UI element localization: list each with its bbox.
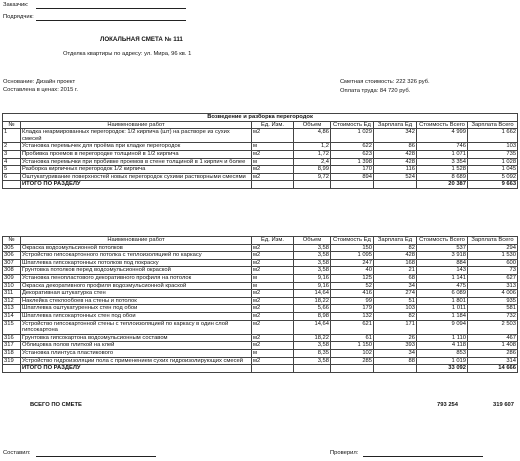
table-row [3, 173, 518, 181]
header-cost-total: Стоимость Всего [417, 121, 468, 129]
cell-cost-unit: 1 095 [331, 252, 374, 260]
table-row [3, 297, 518, 305]
cell-wage-unit: 428 [374, 158, 417, 166]
cell-cost-unit: 40 [331, 267, 374, 275]
cell-unit: м [252, 282, 294, 290]
cell-name: Окраска декоративного профиля водоэмульсионной краской [21, 282, 252, 290]
cell-wage-total: 1 662 [468, 129, 518, 143]
cell-wage-unit: 82 [374, 244, 417, 252]
cell-wage-total: 1 408 [468, 342, 518, 350]
cell-wage-total: 294 [468, 244, 518, 252]
cell-name: Установка плинтуса пластикового [21, 349, 252, 357]
cell-unit: м2 [252, 320, 294, 334]
header-wage-unit: Зарплата Ед [374, 121, 417, 129]
table-header-row [3, 237, 518, 245]
cell-wage-total: 4 006 [468, 290, 518, 298]
cell-num: 310 [3, 282, 21, 290]
grand-total-label: ВСЕГО ПО СМЕТЕ [30, 402, 82, 408]
cell-volume: 18,22 [294, 334, 331, 342]
cell-wage-unit: 393 [374, 342, 417, 350]
header-unit: Ед. Изм. [252, 121, 294, 129]
cell-wage-unit: 21 [374, 267, 417, 275]
cell-unit: м2 [252, 305, 294, 313]
labor-payment: Оплата труда: 84 720 руб. [340, 88, 411, 94]
cell-unit: м2 [252, 312, 294, 320]
cell-cost-unit: 285 [331, 357, 374, 365]
cell-wage-unit: 68 [374, 274, 417, 282]
cell-wage-total: 935 [468, 297, 518, 305]
header-wage-total: Зарплата Всего [468, 237, 518, 245]
cell-name: Устройство гидроизоляции пола с применением сухих гидроизолирующих смесей [21, 357, 252, 365]
cell-num: 6 [3, 173, 21, 181]
table-row [3, 158, 518, 166]
cell-num: 305 [3, 244, 21, 252]
cell-cost-unit: 102 [331, 349, 374, 357]
cell-num: 319 [3, 357, 21, 365]
cell-name: Декоративная штукатурка стен [21, 290, 252, 298]
table-row [3, 244, 518, 252]
cell-cost-unit: 621 [331, 320, 374, 334]
section-total-row [3, 181, 518, 189]
cell-unit: м [252, 349, 294, 357]
customer-line [36, 8, 186, 9]
cell-cost-total: 537 [417, 244, 468, 252]
cell-cost-unit: 99 [331, 297, 374, 305]
cell-num: 316 [3, 334, 21, 342]
table-row [3, 274, 518, 282]
cell-wage-unit: 168 [374, 259, 417, 267]
cell-volume: 5,66 [294, 305, 331, 313]
cell-num: 3 [3, 150, 21, 158]
table-row [3, 267, 518, 275]
cell-volume: 1,2 [294, 143, 331, 151]
checked-line [363, 456, 483, 457]
header-wage-unit: Зарплата Ед [374, 237, 417, 245]
cell-volume: 3,58 [294, 252, 331, 260]
cell-volume: 1,72 [294, 150, 331, 158]
cell-name: Облицовка полов плиткой на клей [21, 342, 252, 350]
cell-name: Устройство гипсокартонной стены с теплоизоляцией по каркасу в один слой гипсокартона [21, 320, 252, 334]
cell-cost-unit: 1 150 [331, 342, 374, 350]
document-title: ЛОКАЛЬНАЯ СМЕТА № 111 [100, 36, 183, 43]
cell-cost-total: 475 [417, 282, 468, 290]
cell-volume: 8,35 [294, 349, 331, 357]
header-cost-total: Стоимость Всего [417, 237, 468, 245]
cell-unit: м2 [252, 244, 294, 252]
cell-num: 309 [3, 274, 21, 282]
cell-volume: 2,4 [294, 158, 331, 166]
cell-name: Шпатлевка гипсокартонных стен под обои [21, 312, 252, 320]
table-row [3, 150, 518, 158]
cell-unit: м2 [252, 267, 294, 275]
cell-wage-unit: 171 [374, 320, 417, 334]
table-row [3, 143, 518, 151]
cell-wage-total: 313 [468, 282, 518, 290]
cell-volume: 4,86 [294, 129, 331, 143]
cell-cost-total: 8 689 [417, 173, 468, 181]
cell-unit: м2 [252, 252, 294, 260]
grand-total-wage: 319 607 [493, 402, 514, 408]
header-cost-unit: Стоимость Ед [331, 121, 374, 129]
prices-text: Составлена в ценах: 2015 г. [3, 87, 78, 93]
table-row [3, 320, 518, 334]
cell-cost-unit: 1 029 [331, 129, 374, 143]
grand-total-sum: 793 254 [437, 402, 458, 408]
cell-num: 318 [3, 349, 21, 357]
cell-cost-unit: 623 [331, 150, 374, 158]
cell-cost-total: 3 354 [417, 158, 468, 166]
cell-volume: 14,64 [294, 290, 331, 298]
cell-volume: 3,58 [294, 267, 331, 275]
total-label: ИТОГО ПО РАЗДЕЛУ [21, 365, 252, 373]
cell-num: 313 [3, 305, 21, 313]
cell-num: 4 [3, 158, 21, 166]
cell-cost-unit: 125 [331, 274, 374, 282]
cell-cost-total: 143 [417, 267, 468, 275]
cell-cost-total: 1 011 [417, 305, 468, 313]
header-num: № [3, 121, 21, 129]
cell-unit: м2 [252, 357, 294, 365]
cell-cost-total: 853 [417, 349, 468, 357]
cell-volume: 3,58 [294, 259, 331, 267]
cell-num: 311 [3, 290, 21, 298]
checked-label: Проверил: [330, 450, 359, 456]
cell-wage-total: 581 [468, 305, 518, 313]
cell-wage-unit: 116 [374, 166, 417, 174]
cell-cost-total: 1 184 [417, 312, 468, 320]
cell-wage-unit: 86 [374, 143, 417, 151]
cell-volume: 9,72 [294, 173, 331, 181]
cell-cost-unit: 150 [331, 244, 374, 252]
cell-cost-total: 3 918 [417, 252, 468, 260]
cell-wage-unit: 88 [374, 357, 417, 365]
customer-label: Заказчик: [3, 2, 29, 8]
total-wage: 9 663 [468, 181, 518, 189]
cell-num: 317 [3, 342, 21, 350]
total-sum: 20 387 [417, 181, 468, 189]
cell-wage-unit: 428 [374, 150, 417, 158]
header-volume: Объем [294, 237, 331, 245]
table-row [3, 312, 518, 320]
cell-volume: 3,58 [294, 244, 331, 252]
cell-name: Устройство гипсокартонного потолка с теплоизоляцией по каркасу [21, 252, 252, 260]
basis-text: Основание: Дизайн проект [3, 79, 76, 85]
cell-volume: 18,22 [294, 297, 331, 305]
estimate-cost: Сметная стоимость: 222 326 руб. [340, 79, 430, 85]
cell-name: Шпатлевка оштукатуренных стен под обои [21, 305, 252, 313]
table-row [3, 129, 518, 143]
cell-wage-unit: 428 [374, 252, 417, 260]
cell-cost-unit: 179 [331, 305, 374, 313]
section-title: Возведение и разборка перегородок [3, 114, 518, 122]
cell-volume: 3,58 [294, 342, 331, 350]
cell-name: Грунтовка гипсокартона водоэмульсионным составом [21, 334, 252, 342]
compiled-line [36, 456, 156, 457]
cell-unit: м2 [252, 173, 294, 181]
cell-unit: м2 [252, 334, 294, 342]
header-unit: Ед. Изм. [252, 237, 294, 245]
compiled-label: Составил: [3, 450, 31, 456]
cell-cost-unit: 61 [331, 334, 374, 342]
cell-cost-total: 746 [417, 143, 468, 151]
cell-unit: м2 [252, 297, 294, 305]
cell-wage-total: 286 [468, 349, 518, 357]
cell-cost-unit: 622 [331, 143, 374, 151]
cell-num: 307 [3, 259, 21, 267]
cell-wage-total: 735 [468, 150, 518, 158]
total-label: ИТОГО ПО РАЗДЕЛУ [21, 181, 252, 189]
cell-num: 308 [3, 267, 21, 275]
cell-num: 314 [3, 312, 21, 320]
cell-volume: 9,16 [294, 282, 331, 290]
cell-unit: м2 [252, 129, 294, 143]
cell-name: Установка перемычек для проёма при кладке перегородок [21, 143, 252, 151]
cell-wage-unit: 51 [374, 297, 417, 305]
cell-unit: м2 [252, 342, 294, 350]
cell-wage-total: 467 [468, 334, 518, 342]
cell-wage-total: 600 [468, 259, 518, 267]
table-row [3, 252, 518, 260]
cell-unit: м [252, 274, 294, 282]
cell-cost-total: 1 528 [417, 166, 468, 174]
cell-cost-unit: 52 [331, 282, 374, 290]
cell-unit: м2 [252, 166, 294, 174]
cell-name: Кладка неармированных перегородок: 1/2 кирпича (шт) на растворе из сухих смесей [21, 129, 252, 143]
cell-cost-total: 4 999 [417, 129, 468, 143]
header-cost-unit: Стоимость Ед [331, 237, 374, 245]
estimate-table-1 [2, 113, 518, 189]
table-row [3, 342, 518, 350]
table-row [3, 334, 518, 342]
table-row [3, 357, 518, 365]
cell-name: Установка перемычки при пробивке проемов в стене толщиной в 1 кирпич и более [21, 158, 252, 166]
cell-name: Окраска водоэмульсионной потолков [21, 244, 252, 252]
section-total-row [3, 365, 518, 373]
cell-wage-unit: 34 [374, 282, 417, 290]
cell-wage-total: 5 092 [468, 173, 518, 181]
header-name: Наименование работ [21, 121, 252, 129]
cell-wage-total: 1 045 [468, 166, 518, 174]
table-row [3, 166, 518, 174]
cell-cost-total: 1 019 [417, 357, 468, 365]
table-row [3, 349, 518, 357]
cell-cost-total: 1 071 [417, 150, 468, 158]
cell-num: 5 [3, 166, 21, 174]
cell-wage-unit: 34 [374, 349, 417, 357]
header-num: № [3, 237, 21, 245]
cell-volume: 9,16 [294, 274, 331, 282]
cell-cost-total: 9 094 [417, 320, 468, 334]
cell-wage-total: 103 [468, 143, 518, 151]
contractor-label: Подрядчик: [3, 14, 34, 20]
cell-wage-total: 73 [468, 267, 518, 275]
cell-name: Грунтовка потолков перед водоэмульсионной окраской [21, 267, 252, 275]
cell-wage-total: 1 028 [468, 158, 518, 166]
cell-wage-total: 314 [468, 357, 518, 365]
estimate-table-2 [2, 236, 518, 373]
cell-cost-unit: 247 [331, 259, 374, 267]
cell-wage-unit: 26 [374, 334, 417, 342]
document-subtitle: Отделка квартиры по адресу: ул. Мира, 96 кв. 1 [63, 51, 192, 57]
header-volume: Объем [294, 121, 331, 129]
cell-name: Шпатлевка гипсокартонных потолков под покраску [21, 259, 252, 267]
cell-cost-total: 1 141 [417, 274, 468, 282]
cell-wage-unit: 103 [374, 305, 417, 313]
cell-volume: 8,98 [294, 312, 331, 320]
total-sum: 33 092 [417, 365, 468, 373]
cell-volume: 3,58 [294, 357, 331, 365]
cell-cost-unit: 1 398 [331, 158, 374, 166]
cell-num: 315 [3, 320, 21, 334]
cell-cost-unit: 416 [331, 290, 374, 298]
total-wage: 14 666 [468, 365, 518, 373]
cell-name: Оштукатуривание поверхностей новых перегородок сухими растворными смесями [21, 173, 252, 181]
cell-wage-total: 1 530 [468, 252, 518, 260]
cell-wage-total: 732 [468, 312, 518, 320]
cell-cost-total: 1 110 [417, 334, 468, 342]
cell-num: 1 [3, 129, 21, 143]
cell-unit: м2 [252, 290, 294, 298]
cell-name: Пробивка проемов в перегородке толщиной в 1/2 кирпича [21, 150, 252, 158]
cell-wage-total: 2 503 [468, 320, 518, 334]
cell-volume: 14,64 [294, 320, 331, 334]
contractor-line [36, 20, 186, 21]
cell-name: Разборка кирпичных перегородок 1/2 кирпича [21, 166, 252, 174]
cell-name: Наклейка стеклообоев на стены и потолок [21, 297, 252, 305]
cell-cost-unit: 132 [331, 312, 374, 320]
cell-num: 306 [3, 252, 21, 260]
cell-wage-unit: 274 [374, 290, 417, 298]
cell-wage-unit: 524 [374, 173, 417, 181]
cell-unit: м2 [252, 259, 294, 267]
cell-name: Установка пенопластового декоративного профиля на потолок [21, 274, 252, 282]
table-row [3, 305, 518, 313]
cell-cost-total: 6 089 [417, 290, 468, 298]
cell-num: 2 [3, 143, 21, 151]
cell-unit: м [252, 143, 294, 151]
cell-cost-unit: 894 [331, 173, 374, 181]
cell-wage-unit: 342 [374, 129, 417, 143]
cell-cost-total: 4 118 [417, 342, 468, 350]
header-wage-total: Зарплата Всего [468, 121, 518, 129]
table-row [3, 282, 518, 290]
cell-volume: 8,99 [294, 166, 331, 174]
cell-cost-unit: 170 [331, 166, 374, 174]
cell-cost-total: 884 [417, 259, 468, 267]
cell-num: 312 [3, 297, 21, 305]
cell-unit: м2 [252, 150, 294, 158]
table-row [3, 290, 518, 298]
cell-wage-total: 627 [468, 274, 518, 282]
table-row [3, 259, 518, 267]
cell-unit: м [252, 158, 294, 166]
cell-cost-total: 1 801 [417, 297, 468, 305]
table-header-row [3, 121, 518, 129]
header-name: Наименование работ [21, 237, 252, 245]
cell-wage-unit: 82 [374, 312, 417, 320]
